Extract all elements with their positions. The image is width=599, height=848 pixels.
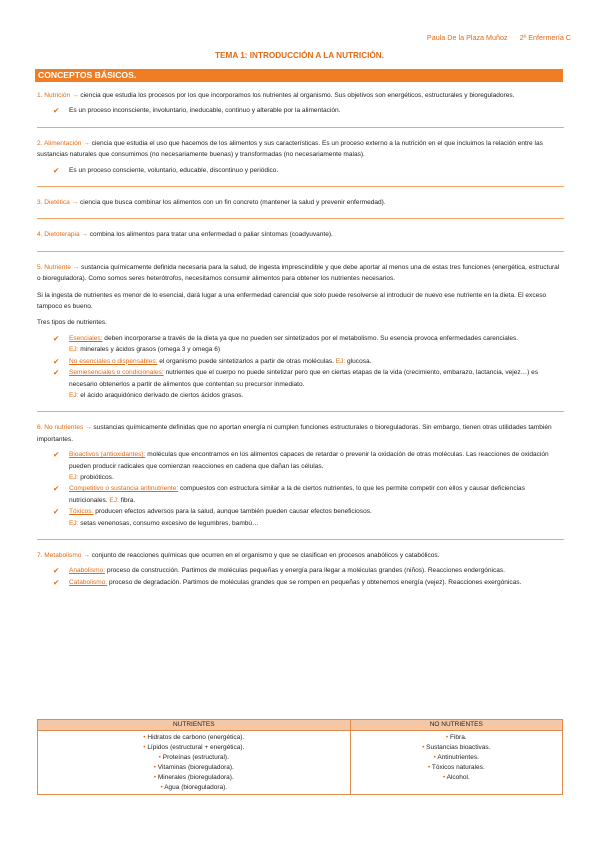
- example-text: setas venenosas, consumo excesivo de legumbres, bambú…: [78, 519, 259, 527]
- concept-paragraph: [37, 197, 564, 208]
- concept-number: 2.: [37, 139, 43, 147]
- list-item-term: Bioactivos (antioxidantes):: [69, 451, 146, 459]
- section-divider: [37, 127, 564, 128]
- check-list: [37, 105, 564, 116]
- list-item-term: No esenciales o dispensables:: [69, 357, 158, 365]
- concept-paragraph: [37, 550, 564, 561]
- check-list: [37, 449, 564, 529]
- list-item-text: proceso de construcción. Partimos de moléculas pequeñas y energía para llegar a moléculas grandes (niños). Reacciones endergónicas.: [105, 567, 505, 575]
- table-list-item: • Tóxicos naturales.: [427, 764, 485, 771]
- concept-text: conjunto de reacciones químicas que ocurren en el organismo y que se clasifican en procesos anabólicos y catabólicos.: [89, 551, 440, 559]
- list-item-text: moléculas que encontramos en los alimentos capaces de retardar o prevenir la oxidación de otras moléculas. Las reacciones de oxidación pueden producir radicales que comienzan reacciones en cadena que dañan las células.: [69, 451, 549, 470]
- checkmark-icon: ✔: [53, 507, 60, 517]
- concept-paragraph: [37, 229, 564, 240]
- section-divider: [37, 251, 564, 252]
- concept-text: ciencia que estudia el uso que hacemos de los alimentos y sus características. Es un proceso externo a la nutrición en el que incluimos la relación entre las sustancias naturales que consumimos (no necesariamente buenas) y transformadas (no necesariamente malas).: [37, 139, 543, 159]
- concept-number: 5.: [37, 263, 43, 271]
- list-item: [53, 165, 564, 176]
- concept-text: sustancias químicamente definidas que no aportan energía ni cumplen funciones estructurales o bioreguladoras. Sin embargo, tienen otras utilidades también importantes.: [37, 424, 552, 443]
- example-text: minerales y ácidos grasos (omega 3 y omega 6): [78, 346, 221, 354]
- list-item-text: deben incorporarse a través de la dieta ya que no pueden ser sintetizados por el metabolismo. Su esencia provoca enfermedades carenciales.: [102, 334, 519, 342]
- section-divider: [37, 186, 564, 187]
- table-list-item: • Proteínas (estructural).: [158, 754, 229, 761]
- list-item: [53, 333, 564, 356]
- no-nutrientes-cell: [350, 731, 562, 795]
- example-text: fibra.: [118, 496, 136, 504]
- list-item: [53, 105, 564, 116]
- page-title: TEMA 1: INTRODUCCIÓN A LA NUTRICIÓN.: [215, 51, 384, 60]
- table-list-item: • Lípidos (estructural + energética).: [143, 744, 245, 751]
- list-item: [53, 449, 564, 483]
- checkmark-icon: ✔: [53, 356, 60, 366]
- list-item: [53, 356, 564, 367]
- list-item-text: compuestos con estructura similar a la de ciertos nutrientes, lo que les permite competir con ellos y causar deficiencias nutricionales.: [69, 485, 525, 504]
- list-item: [53, 565, 564, 576]
- concept-text: ciencia que estudia los procesos por los que incorporamos los nutrientes al organismo. Sus objetivos son energéticos, estructurales y bioreguladores.: [78, 92, 515, 99]
- list-item-text: el organismo puede sintetizarlos a partir de otras moléculas.: [157, 357, 334, 365]
- checkmark-icon: ✔: [53, 450, 60, 460]
- checkmark-icon: ✔: [53, 106, 60, 116]
- table-list-item: • Vitaminas (bioreguladora).: [153, 764, 234, 771]
- list-item: [53, 483, 564, 506]
- concept-text: ciencia que busca combinar los alimentos con un fin concreto (mantener la salud y prevenir enfermedad).: [78, 199, 386, 207]
- concept-text: combina los alimentos para tratar una enfermedad o paliar síntomas (coadyuvante).: [87, 231, 333, 239]
- example-text: probióticos.: [78, 473, 114, 481]
- concept-term: Nutrición →: [44, 92, 79, 99]
- list-item-term: Competitivo o sustancia antinutriente:: [69, 485, 179, 493]
- list-item-text: proceso de degradación. Partimos de moléculas grandes que se rompen en pequeñas y obtenemos energía (vejez). Reacciones exergónicas.: [107, 578, 522, 586]
- concept-metabolismo: [37, 550, 564, 588]
- table-list-item: • Agua (bioreguladora).: [160, 784, 228, 791]
- concept-paragraph: [37, 90, 564, 101]
- table-header-row: [38, 720, 563, 731]
- nutrients-table: [37, 719, 563, 795]
- check-list: [37, 333, 564, 401]
- concept-number: 1.: [37, 92, 43, 99]
- list-item-text: Es un proceso consciente, voluntario, educable, discontinuo y periódico.: [69, 166, 279, 174]
- nutrientes-cell: [38, 731, 351, 795]
- example-label: EJ:: [109, 496, 119, 504]
- list-item: [53, 367, 564, 401]
- concept-term: No nutrientes →: [44, 424, 92, 432]
- checkmark-icon: ✔: [53, 165, 60, 175]
- example-text: glucosa.: [345, 357, 372, 365]
- section-divider: [37, 218, 564, 219]
- concept-paragraph-2: Si la ingesta de nutrientes es menor de lo esencial, dará lugar a una enfermedad carencial que solo puede resolverse al introducir de nuevo ese nutriente en la dieta. El exceso tampoco es bueno.: [37, 291, 547, 311]
- concept-paragraph: [37, 262, 564, 285]
- concept-number: 7.: [37, 551, 43, 559]
- concept-text: sustancia químicamente definida necesaria para la salud, de ingesta imprescindible y que debe aportar al menos una de estas tres funciones (energética, estructural o bioreguladora). Como somos seres heterótrofos, necesitamos consumir alimentos para obtener los nutrientes necesarios.: [37, 263, 560, 283]
- list-item-term: Tóxicos:: [69, 508, 94, 516]
- concept-term: Metabolismo →: [44, 551, 90, 559]
- checkmark-icon: ✔: [53, 368, 60, 378]
- example-label: EJ:: [335, 357, 346, 365]
- table-list-item: • Fibra.: [445, 734, 467, 741]
- table-list-item: • Antinutrientes.: [433, 754, 479, 761]
- table-list-item: • Alcohol.: [442, 774, 470, 781]
- concept-number: 3.: [37, 199, 43, 207]
- section-banner: CONCEPTOS BÁSICOS.: [35, 69, 563, 82]
- document-body: [37, 90, 564, 588]
- example-label: EJ:: [69, 473, 79, 481]
- checkmark-icon: ✔: [53, 484, 60, 494]
- list-item-text: producen efectos adversos para la salud, aunque también pueden causar efectos beneficiosos.: [93, 508, 372, 516]
- section-divider: [37, 539, 564, 540]
- table-row: [38, 731, 563, 795]
- section-divider: [37, 411, 564, 412]
- list-item-term: Catabolismo:: [69, 578, 108, 586]
- concept-number: 4.: [37, 231, 43, 239]
- list-item-term: Anabolismo:: [69, 567, 106, 575]
- page-header: [427, 33, 571, 42]
- concept-paragraph: [37, 422, 564, 445]
- list-item: [53, 506, 564, 529]
- table-list-item: • Minerales (bioreguladora).: [153, 774, 234, 781]
- concept-paragraph-3: Tres tipos de nutrientes.: [37, 319, 107, 327]
- course-label: 2º Enfermería C: [519, 33, 571, 42]
- checkmark-icon: ✔: [53, 577, 60, 587]
- example-text: el ácido araquidónico derivado de ciertos ácidos grasos.: [78, 391, 244, 399]
- list-item-term: Semiesenciales o condicionales:: [69, 369, 164, 377]
- column-header-no-nutrientes: NO NUTRIENTES: [350, 720, 562, 731]
- concept-dietetica: [37, 197, 564, 208]
- example-label: EJ:: [69, 346, 79, 354]
- concept-term: Dietoterapia →: [44, 231, 88, 239]
- concept-nutricion: [37, 90, 564, 117]
- concept-nutriente: [37, 262, 564, 401]
- concept-term: Dietética →: [44, 199, 79, 207]
- list-item-term: Esenciales:: [69, 334, 103, 342]
- checkmark-icon: ✔: [53, 566, 60, 576]
- check-list: [37, 165, 564, 176]
- concept-term: Alimentación →: [43, 139, 90, 147]
- concept-paragraph: [37, 138, 564, 161]
- author-name: Paula De la Plaza Muñoz: [426, 33, 508, 42]
- concept-dietoterapia: [37, 229, 564, 240]
- list-item-text: Es un proceso inconsciente, involuntario, ineducable, continuo y alterable por la alimentación.: [69, 107, 341, 115]
- concept-term: Nutriente →: [44, 263, 80, 271]
- example-label: EJ:: [69, 519, 79, 527]
- list-item-text: nutrientes que el cuerpo no puede sintetizar pero que en ciertas etapas de la vida (crecimiento, embarazo, lactancia, vejez…) es necesario obtenerlos a partir de alimentos que contentan su precursor inmediato.: [69, 369, 539, 388]
- list-item: [53, 577, 564, 588]
- concept-no-nutrientes: [37, 422, 564, 529]
- table-list-item: • Hidratos de carbono (energética).: [143, 734, 245, 741]
- checkmark-icon: ✔: [53, 333, 60, 343]
- concept-alimentacion: [37, 138, 564, 176]
- table-list-item: • Sustancias bioactivas.: [422, 744, 491, 751]
- concept-number: 6.: [37, 424, 43, 432]
- check-list: [37, 565, 564, 588]
- example-label: EJ:: [69, 391, 79, 399]
- column-header-nutrientes: NUTRIENTES: [38, 720, 351, 731]
